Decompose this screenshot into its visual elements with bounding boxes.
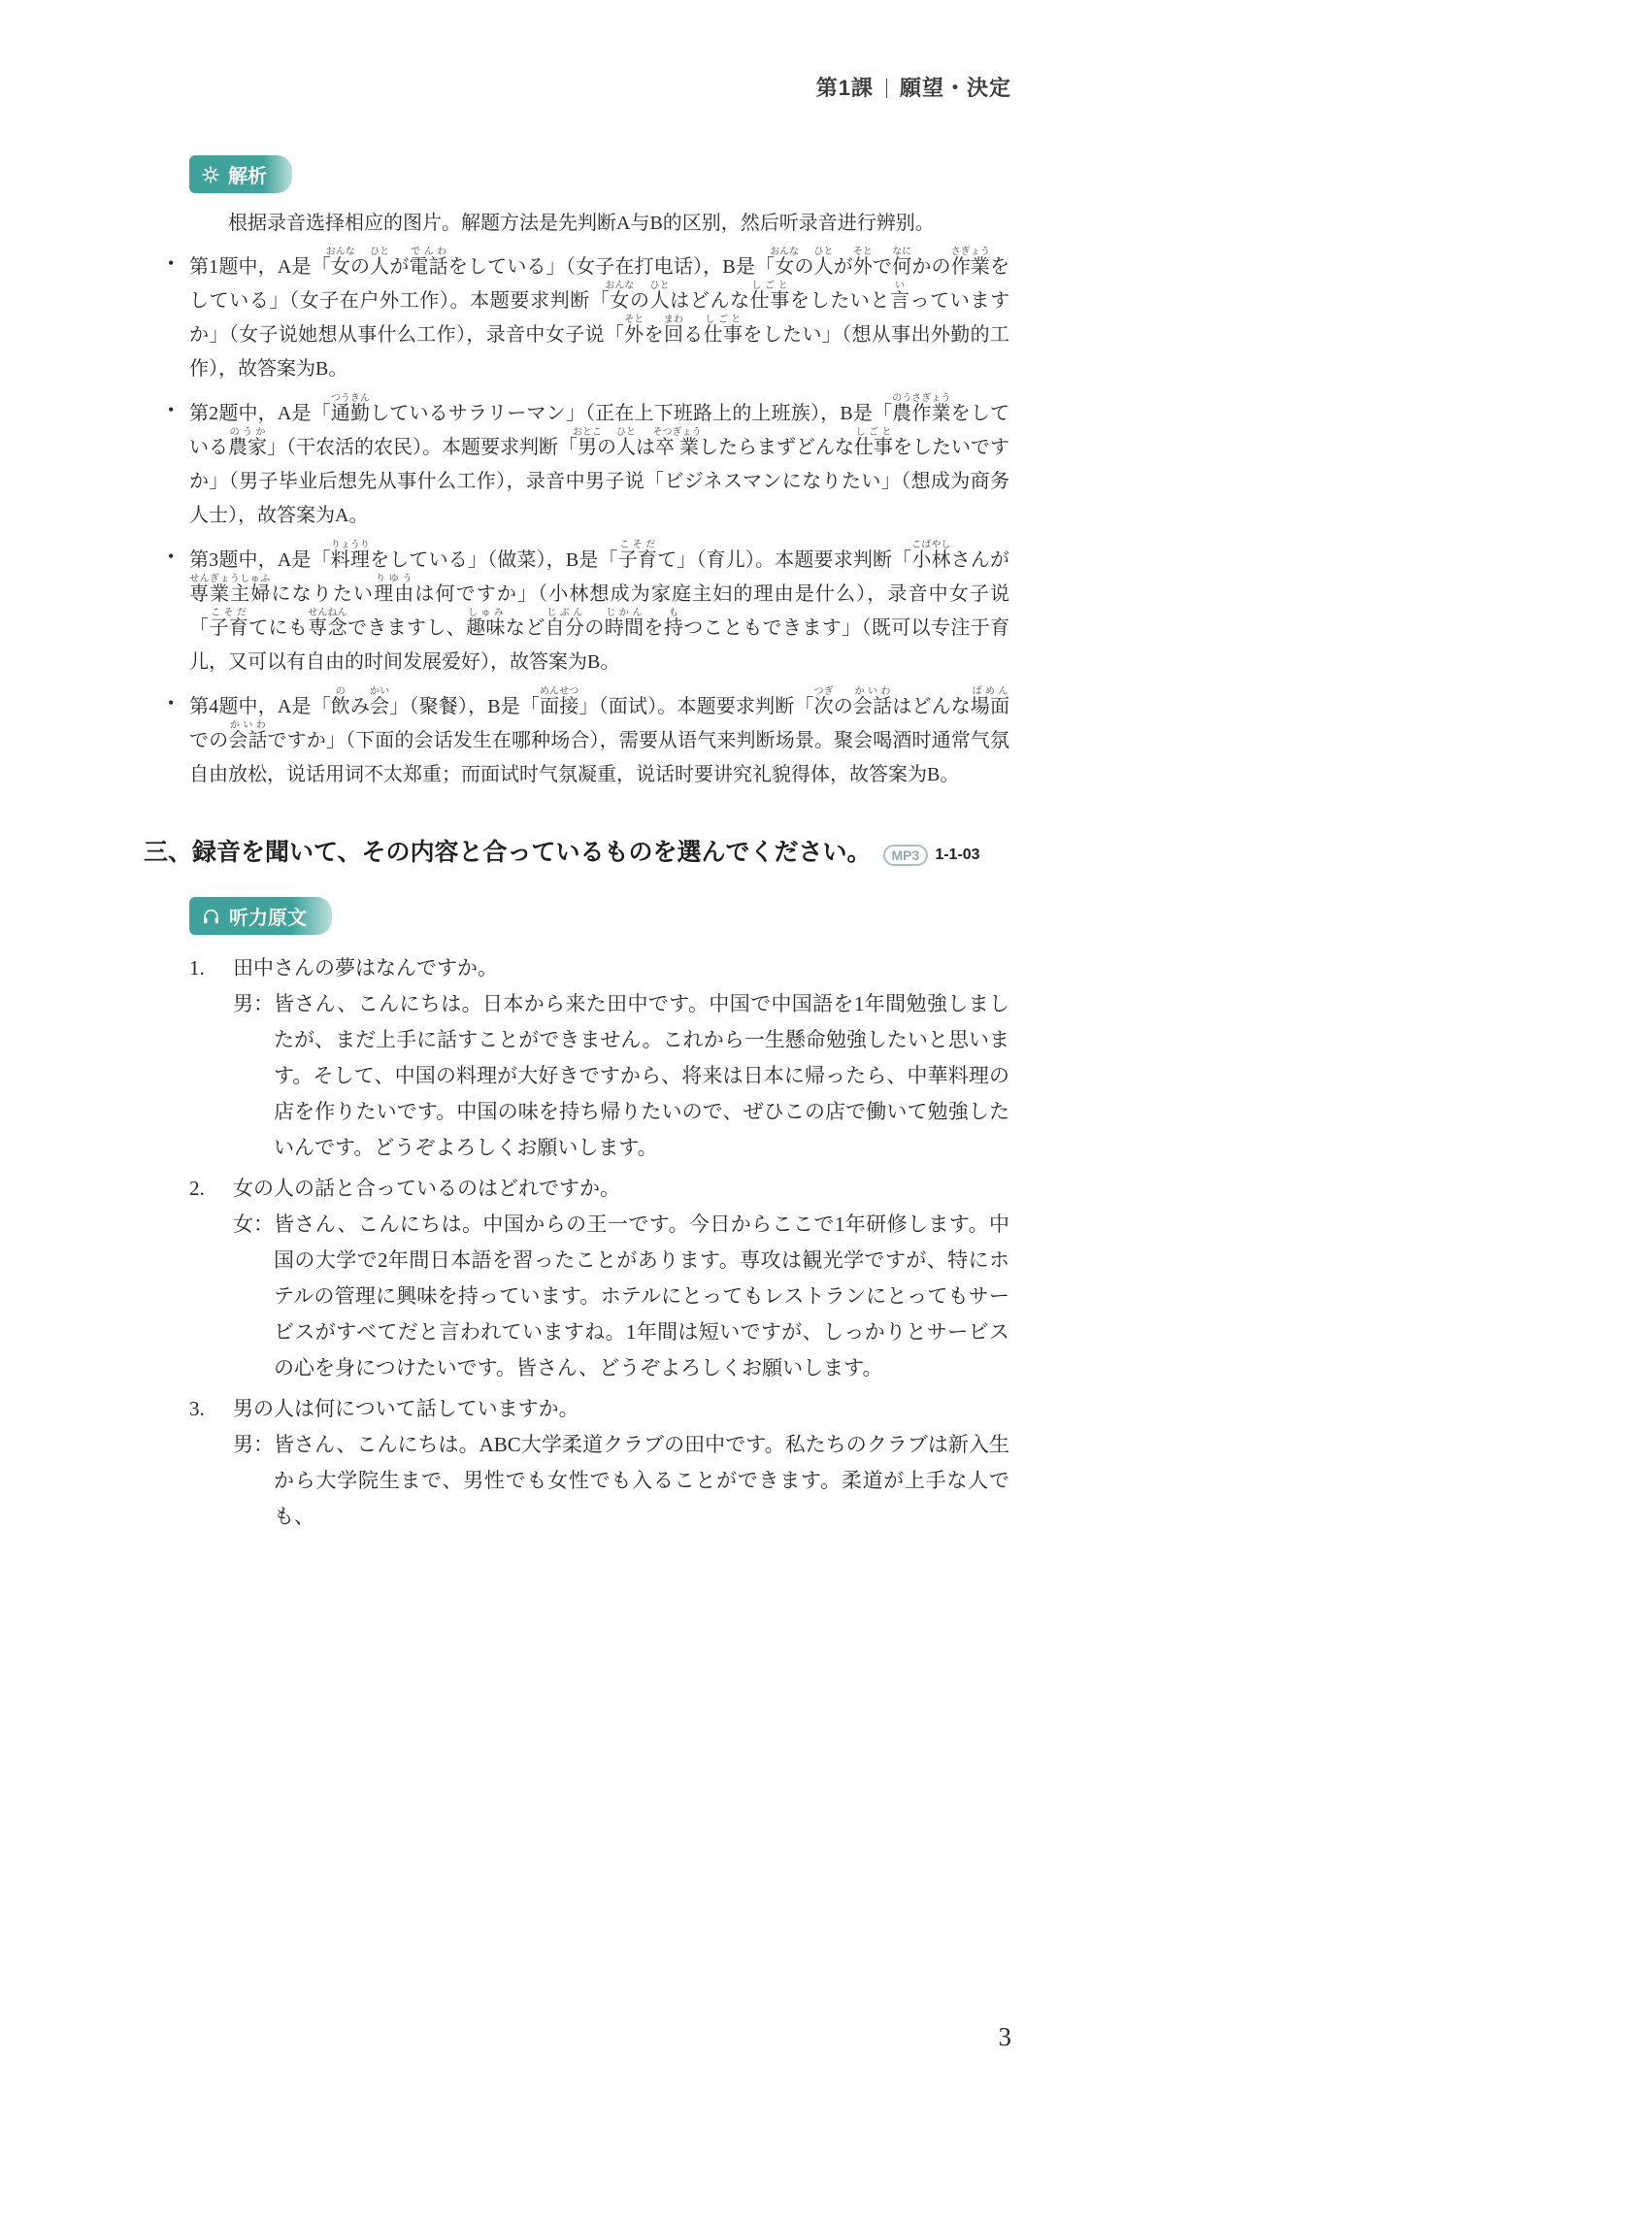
analysis-bullet: • 第4题中，A是「飲のみ会かい」（聚餐），B是「面接めんせつ」（面试）。本题要求判断「次つぎの会話かいわはどんな場面ばめんでの会話かいわですか」（下面的会话发生在哪种场合），需要从语气来判断场景。聚会喝酒时通常气氛自由放松，说话用词不太郑重；而面试时气氛凝重，说话时要讲究礼貌得体，故答案为B。 [189,686,1009,792]
answer-line [189,986,1009,1166]
question-line [189,1391,1009,1427]
question-line [189,950,1009,986]
section-heading [144,833,1009,868]
question-text: 田中さんの夢はなんですか。 [233,956,498,980]
speaker-label: 男： [233,992,274,1015]
lesson-number: 第1課 [815,76,874,100]
analysis-bullet-list [189,247,1009,792]
mp3-track-number: 1-1-03 [935,847,980,863]
content-column [144,155,1009,1537]
transcript-item [189,1391,1009,1535]
speech-text: 皆さん、こんにちは。日本から来た田中です。中国で中国語を1年間勉強しましたが、まだ上手に話すことができません。これから一生懸命勉強したいと思います。そして、中国の料理が大好きですから、将来は日本に帰ったら、中華料理の店を作りたいです。中国の味を持ち帰りたいので、ぜひこの店で働いて勉強したいんです。どうぞよろしくお願いします。 [274,992,1009,1159]
transcript-item [189,950,1009,1166]
transcript [189,950,1009,1535]
analysis-bullet: • 第3题中，A是「料理りょうりをしている」（做菜），B是「子育こそだて」（育儿）。本题要求判断「小林こばやしさんが専業主婦せんぎょうしゅふになりたい理由りゆうは何ですか」（小林想成为家庭主妇的理由是什么），录音中女子说「子育こそだてにも専念せんねんできますし、趣味しゅみなど自分じぶんの時間じかんを持もつこともできます」（既可以专注于育儿，又可以有自由的时间发展爱好），故答案为B。 [189,540,1009,680]
mp3-indicator [883,845,980,866]
speech-text: 皆さん、こんにちは。ABC大学柔道クラブの田中です。私たちのクラブは新入生から大学院生まで、男性でも女性でも入ることができます。柔道が上手な人でも、 [274,1433,1009,1528]
speech-text: 皆さん、こんにちは。中国からの王一です。今日からここで1年研修します。中国の大学で2年間日本語を習ったことがあります。専攻は観光学ですが、特にホテルの管理に興味を持っています。ホテルにとってもレストランにとってもサービスがすべてだと言われていますね。1年間は短いですが、しっかりとサービスの心を身につけたいです。皆さん、どうぞよろしくお願いします。 [274,1213,1009,1379]
question-number: 2. [189,1177,205,1200]
section-heading-text: 三、録音を聞いて、その内容と合っているものを選んでください。 [144,839,872,866]
question-text: 男の人は何について話していますか。 [233,1397,579,1420]
question-number: 3. [189,1397,205,1420]
analysis-badge [189,155,292,193]
analysis-intro: 根据录音选择相应的图片。解题方法是先判断A与B的区别，然后听录音进行辨别。 [228,213,935,234]
question-line [189,1171,1009,1207]
answer-line [189,1207,1009,1386]
page-number: 3 [998,2022,1011,2051]
question-text: 女の人の話と合っているのはどれですか。 [233,1177,620,1200]
transcript-item [189,1171,1009,1386]
header-divider [886,79,887,98]
headphones-icon [202,908,220,925]
analysis-block [189,207,1009,792]
question-number: 1. [189,956,205,980]
transcript-badge-label: 听力原文 [229,908,307,929]
mp3-icon: MP3 [883,845,929,866]
analysis-bullet: • 第1题中，A是「女おんなの人ひとが電話でんわをしている」（女子在打电话），B是「女おんなの人ひとが外そとで何なにかの作業さぎょうをしている」（女子在户外工作）。本题要求判断「女おんなの人ひとはどんな仕事しごとをしたいと言いっていますか」（女子说她想从事什么工作），录音中女子说「外そとを回まわる仕事しごとをしたい」（想从事出外勤的工作），故答案为B。 [189,247,1009,386]
lesson-title: 願望・決定 [899,76,1011,100]
analysis-badge-label: 解析 [228,166,267,187]
transcript-badge [189,897,332,935]
analysis-bullet: • 第2题中，A是「通勤つうきんしているサラリーマン」（正在上下班路上的上班族），B是「農作業のうさぎょうをしている農家のうか」（干农活的农民）。本题要求判断「男おとこの人ひとは卒業そつぎょうしたらまずどんな仕事しごとをしたいですか」（男子毕业后想先从事什么工作），录音中男子说「ビジネスマンになりたい」（想成为商务人士），故答案为A。 [189,393,1009,533]
answer-line [189,1427,1009,1535]
page-header [0,72,1011,102]
speaker-label: 男： [233,1433,274,1456]
speaker-label: 女： [233,1213,274,1236]
lightbulb-icon [202,166,219,183]
